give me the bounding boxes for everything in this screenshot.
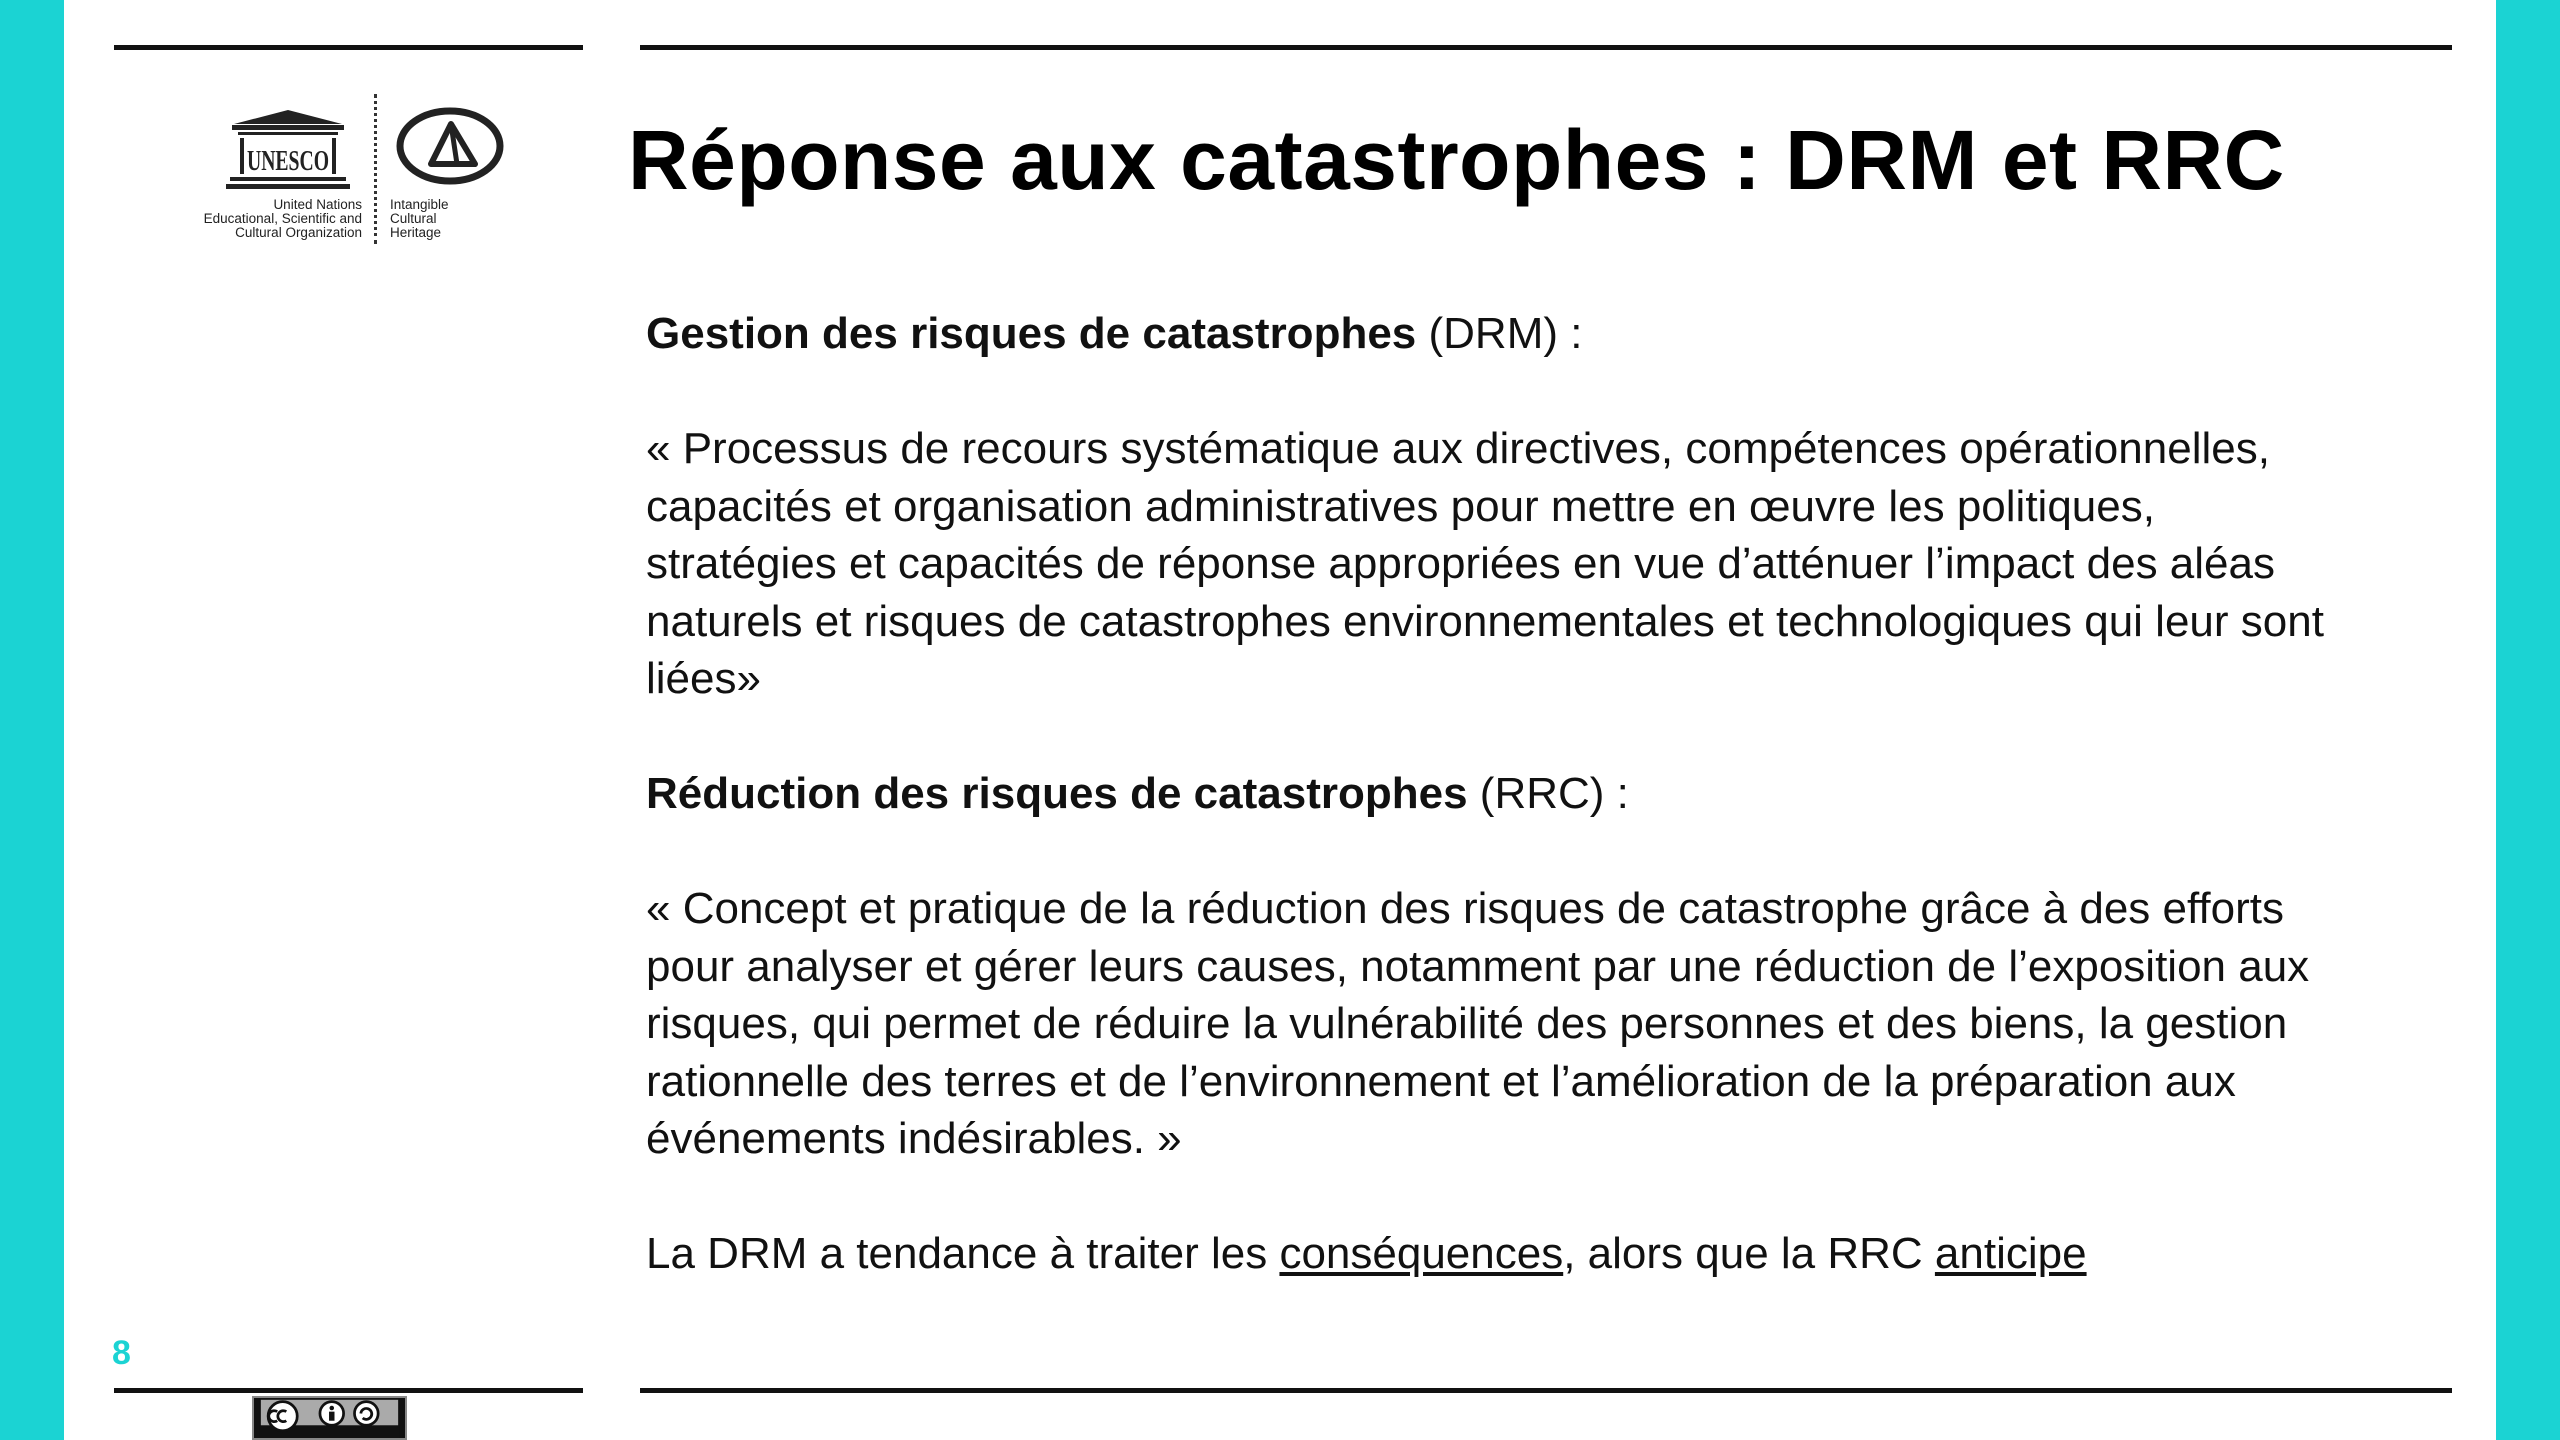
slide-title: Réponse aux catastrophes : DRM et RRC (628, 113, 2285, 207)
slide (64, 0, 2496, 1440)
drm-definition: « Processus de recours systématique aux directives, compétences opérationnelles, capacités et organisation administratives pour mettre en œuvre les politiques, stratégies et capacités de réponse appropriées en vue d’atténuer l’impact des aléas naturels et risques de catastrophes environnementales et technologiques qui leur sont liées» (646, 424, 2324, 703)
rrc-term: Réduction des risques de catastrophes (646, 769, 1468, 818)
slide-number: 8 (112, 1334, 131, 1372)
creative-commons-by-sa-icon (252, 1396, 407, 1440)
conclusion-consequences: conséquences (1279, 1229, 1564, 1278)
logo-divider (374, 94, 377, 244)
top-left-rule (114, 45, 583, 50)
conclusion-anticipe: anticipe (1934, 1229, 2087, 1278)
conclusion-line (646, 1225, 2346, 1283)
rrc-heading (646, 765, 2346, 823)
unesco-wordmark: UNESCO (247, 145, 329, 177)
drm-heading (646, 305, 2346, 363)
unesco-ich-logo (110, 92, 510, 252)
bottom-left-rule (114, 1388, 583, 1393)
unesco-temple-icon (224, 108, 352, 190)
intangible-cultural-heritage-label: Intangible Cultural Heritage (390, 197, 449, 240)
ich-emblem-icon (395, 106, 505, 186)
drm-abbreviation: (DRM) : (1416, 309, 1583, 358)
conclusion-start: La DRM a tendance à traiter les (646, 1229, 1280, 1278)
unesco-organization-name: United Nations Educational, Scientific and Cultural Organization (203, 197, 362, 240)
conclusion-middle: , alors que la RRC (1563, 1229, 1935, 1278)
slide-content (646, 305, 2346, 1283)
rrc-definition: « Concept et pratique de la réduction des risques de catastrophe grâce à des efforts pour analyser et gérer leurs causes, notamment par une réduction de l’exposition aux risques, qui permet de réduire la vulnérabilité des personnes et des biens, la gestion rationnelle des terres et de l’environnement et l’amélioration de la préparation aux événements indésirables. » (646, 884, 2310, 1163)
bottom-right-rule (640, 1388, 2452, 1393)
drm-term: Gestion des risques de catastrophes (646, 309, 1417, 358)
top-right-rule (640, 45, 2452, 50)
rrc-abbreviation: (RRC) : (1467, 769, 1629, 818)
